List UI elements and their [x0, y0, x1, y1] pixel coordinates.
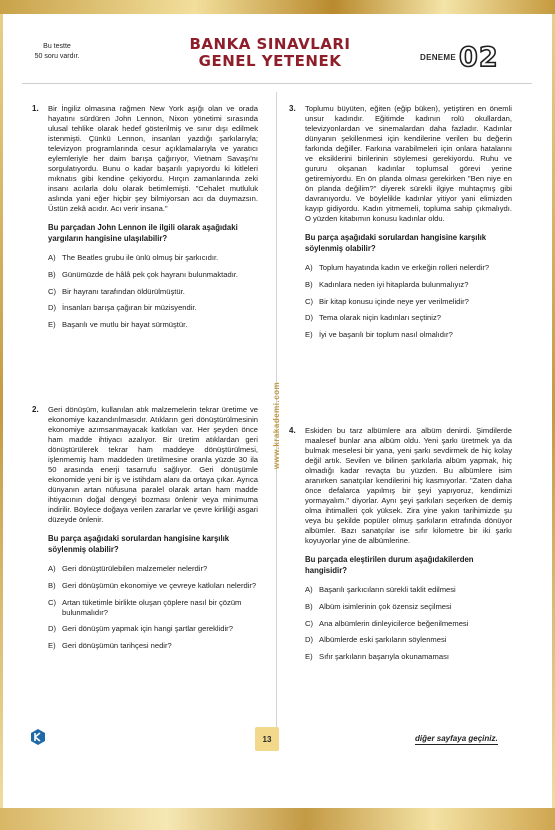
option-list	[48, 253, 258, 330]
question-stem: Bu parça aşağıdaki sorulardan hangisine karşılık söylenmiş olabilir?	[305, 233, 487, 253]
option-c[interactable]	[305, 297, 512, 307]
option-a[interactable]	[305, 263, 512, 273]
option-text: Artan tüketimle birlikte oluşan çöplere nasıl bir çözüm bulunmalıdır?	[62, 597, 242, 617]
title-line-1: BANKA SINAVLARI	[189, 35, 351, 53]
option-text: Geri dönüştürülebilen malzemeler nelerdir?	[62, 564, 208, 573]
question-stem: Bu parça aşağıdaki sorulardan hangisine karşılık söylenmiş olabilir?	[48, 534, 230, 554]
option-a[interactable]	[48, 253, 258, 263]
option-d[interactable]	[48, 303, 258, 313]
option-letter: E)	[48, 641, 56, 651]
option-text: Kadınlara neden iyi hitaplarda bulunmalıyız?	[319, 279, 469, 289]
question-count-note	[22, 42, 92, 62]
option-b[interactable]	[48, 581, 258, 591]
option-text: Bir hayranı tarafından öldürülmüştür.	[62, 286, 185, 296]
question-number: 4.	[289, 426, 296, 435]
option-letter: E)	[48, 320, 56, 330]
option-letter: B)	[48, 269, 56, 279]
option-letter: E)	[305, 330, 313, 340]
option-list	[305, 263, 512, 340]
option-text: The Beatles grubu ile ünlü olmuş bir şarkıcıdır.	[62, 253, 219, 262]
option-letter: C)	[48, 286, 57, 296]
option-e[interactable]	[305, 652, 512, 662]
option-text: İyi ve başarılı bir toplum nasıl olmalıdır?	[319, 330, 453, 340]
option-letter: B)	[305, 279, 313, 289]
option-b[interactable]	[305, 280, 512, 290]
option-text: Tema olarak niçin kadınları seçtiniz?	[319, 313, 441, 323]
option-e[interactable]	[305, 330, 512, 340]
question-passage: Toplumu büyüten, eğiten (eğip büken), yetiştiren en önemli unsur kadındır. Eğitimde kadının rolü okullardan, televizyonlardan ve sinemalardan daha fazladır. Kadınlar dünyanın şekillenmesi için kendilerine verilen bu değerin farkında değiller. Farkına varabilmeleri için onlara hatalarını ve eksiklerini birilerinin söylemesi gerekiyordu. Ruhu ve gururu okşanan kadınlar toplumsal görevi yerine getiremiyordu. En ön planda olması gerekirken "Ben niye en ön planda değilim?" diyerek sürekli ilgiye muhtaçmış gibi davranıyordu. Ve böylelikle kadınlar yitiyor yani elimizden kayıp gidiyordu. Kadın yitmemeli, topluma sahip çıkmalıydı. O yüzden kitabımın konusu kadınlar oldu.	[305, 104, 512, 223]
option-letter: D)	[305, 313, 314, 323]
option-letter: A)	[48, 253, 56, 262]
option-letter: D)	[48, 624, 57, 634]
option-c[interactable]	[48, 598, 258, 618]
option-b[interactable]	[48, 270, 258, 280]
option-letter: A)	[305, 263, 313, 272]
question-4	[289, 426, 512, 669]
option-letter: E)	[305, 652, 313, 662]
option-a[interactable]	[48, 564, 258, 574]
title-line-2: GENEL YETENEK	[198, 52, 342, 70]
deneme-badge	[420, 41, 499, 73]
deneme-label: DENEME	[420, 52, 457, 62]
option-letter: D)	[48, 303, 57, 313]
option-letter: C)	[305, 296, 314, 306]
watermark-text: www.krakademi.com	[272, 381, 282, 469]
option-text: Toplum hayatında kadın ve erkeğin rolleri nelerdir?	[319, 263, 490, 272]
page-number: 13	[255, 727, 279, 751]
option-letter: A)	[48, 564, 56, 573]
option-letter: C)	[305, 618, 314, 628]
option-e[interactable]	[48, 641, 258, 651]
option-text: Bir kitap konusu içinde neye yer verilmelidir?	[319, 296, 469, 306]
option-d[interactable]	[305, 313, 512, 323]
option-text: Geri dönüşüm yapmak için hangi şartlar gereklidir?	[62, 624, 233, 634]
option-a[interactable]	[305, 585, 512, 595]
question-stem: Bu parçadan John Lennon ile ilgili olarak aşağıdaki yargıların hangisine ulaşılabilir?	[48, 223, 238, 243]
question-stem: Bu parçada eleştirilen durum aşağıdakilerden hangisidir?	[305, 555, 474, 575]
option-text: Albümlerde eski şarkıların söylenmesi	[319, 635, 447, 645]
question-passage: Geri dönüşüm, kullanılan atık malzemelerin tekrar üretime ve ekonomiye kazandırılmasıdır. Atıkların geri dönüştürülmesinin ekonomiye azımsanmayacak katkıları var. Her şeyden önce ham madde ihtiyacı azalıyor. Bir üretim atıklardan geri dönüştürülerek tekrar ham maddeye dönüştürülmesi, işlenmemiş ham maddeden üretilmesine oranla yüzde 30 ila 50 arasında enerji tasarrufu sağlıyor. Geri dönüşümle ekonomide yeni bir iş ve istihdam alanı da ortaya çıkar. Ayrıca dünyanın artan nüfusuna paralel olarak artan ham madde ihtiyacının doğal dengeyi bozması önlenir veya minimuma indirilir. Böylece doğaya verilen zararlar ve çevre kirliliği asgari düzeyde önlenir.	[48, 405, 258, 524]
option-text: Sıfır şarkıların başarıyla okunamaması	[319, 652, 449, 662]
question-number: 1.	[32, 104, 39, 113]
question-2	[32, 405, 258, 658]
option-text: Albüm isimlerinin çok özensiz seçilmesi	[319, 601, 452, 611]
question-passage: Eskiden bu tarz albümlere ara albüm denirdi. Şimdilerde maalesef bunlar ana albüm oldu. Yeni şarkı üretmek ya da bulmak meselesi bir yana, yeni şarkı sevdirmek de hiç kolay değil artık. Sevilen ve bilinen şarkılarla albüm yapmak, hiç olmadığı kadar revaçta bu yüzden. Bu albümlere isim aranırken sanatçılar kendilerini hiç kasmıyorlar. "Zaten daha önce defalarca yapılmış bir şeyi yapıyoruz, kendimizi yormayalım." diyorlar. Aynı şeyi şarkıları seçerken de demiş olma ihtimalleri çok yüksek. Zira yine yakın tarihimizde şu veya bu şekilde popüler olmuş şarkıların etrafında dönüyor albümler. Bazı sanatçılar ise sıfır kilometre bir iki şarkı koyuyorlar yine de albümlerine.	[305, 426, 512, 545]
option-letter: A)	[305, 585, 313, 594]
bottom-gold-border	[0, 808, 555, 830]
question-1	[32, 104, 258, 337]
option-text: Başarılı ve mutlu bir hayat sürmüştür.	[62, 320, 188, 330]
question-number: 3.	[289, 104, 296, 113]
page-title	[150, 36, 390, 70]
question-number: 2.	[32, 405, 39, 414]
option-letter: C)	[48, 597, 57, 607]
option-letter: B)	[48, 580, 56, 590]
option-c[interactable]	[48, 287, 258, 297]
option-d[interactable]	[305, 635, 512, 645]
option-text: İnsanları barışa çağıran bir müzisyendir.	[62, 303, 197, 313]
next-page-note: diğer sayfaya geçiniz.	[415, 734, 498, 743]
option-text: Ana albümlerin dinleyicilerce beğenilmemesi	[319, 618, 469, 628]
website-watermark	[271, 360, 283, 490]
publisher-logo-icon	[30, 728, 46, 746]
option-d[interactable]	[48, 624, 258, 634]
note-line-1: Bu testte	[43, 43, 71, 50]
option-letter: B)	[305, 601, 313, 611]
option-e[interactable]	[48, 320, 258, 330]
option-text: Geri dönüşümün ekonomiye ve çevreye katkıları nelerdir?	[62, 580, 257, 590]
option-b[interactable]	[305, 602, 512, 612]
option-text: Günümüzde de hâlâ pek çok hayranı bulunmaktadır.	[62, 269, 239, 279]
option-list	[305, 585, 512, 662]
option-c[interactable]	[305, 619, 512, 629]
option-letter: D)	[305, 635, 314, 645]
left-gold-stripe	[0, 14, 3, 808]
option-text: Başarılı şarkıcıların sürekli taklit edilmesi	[319, 585, 456, 594]
top-gold-border	[0, 0, 555, 14]
note-line-2: 50 soru vardır.	[34, 53, 80, 60]
option-text: Geri dönüşümün tarihçesi nedir?	[62, 641, 172, 651]
question-3	[289, 104, 512, 347]
header-divider	[22, 83, 532, 84]
deneme-number: 02	[459, 41, 499, 73]
question-passage: Bir İngiliz olmasına rağmen New York aşığı olan ve orada hayatını sürdüren John Lennon, Nixon yönetimi sırasında ulusal tehlike olarak hedef gösterilmiş ve sınır dışı edilmek istenmişti. Çünkü Lennon, insanları yazdığı şarkılarıyla; televizyon programlarında cesur açıklamalarıyla ve yaratıcı eylemleriyle her daim barışa çağırıyor, Vietnam Savaşı'nı sorgulatıyordu. Bunu o kadar başarılı yapıyordu ki kitleleri mıknatıs gibi kendine çekiyordu. Hırçın zamanlarında zeki insanı acılarla dolu olarak betimlemişti. "Cehalet mutluluk aslında yani eğer hiçbir şey bilmiyorsan acı da duymazsın. Üstün zekâ acıdır. Acı verir insana."	[48, 104, 258, 213]
option-list	[48, 564, 258, 651]
